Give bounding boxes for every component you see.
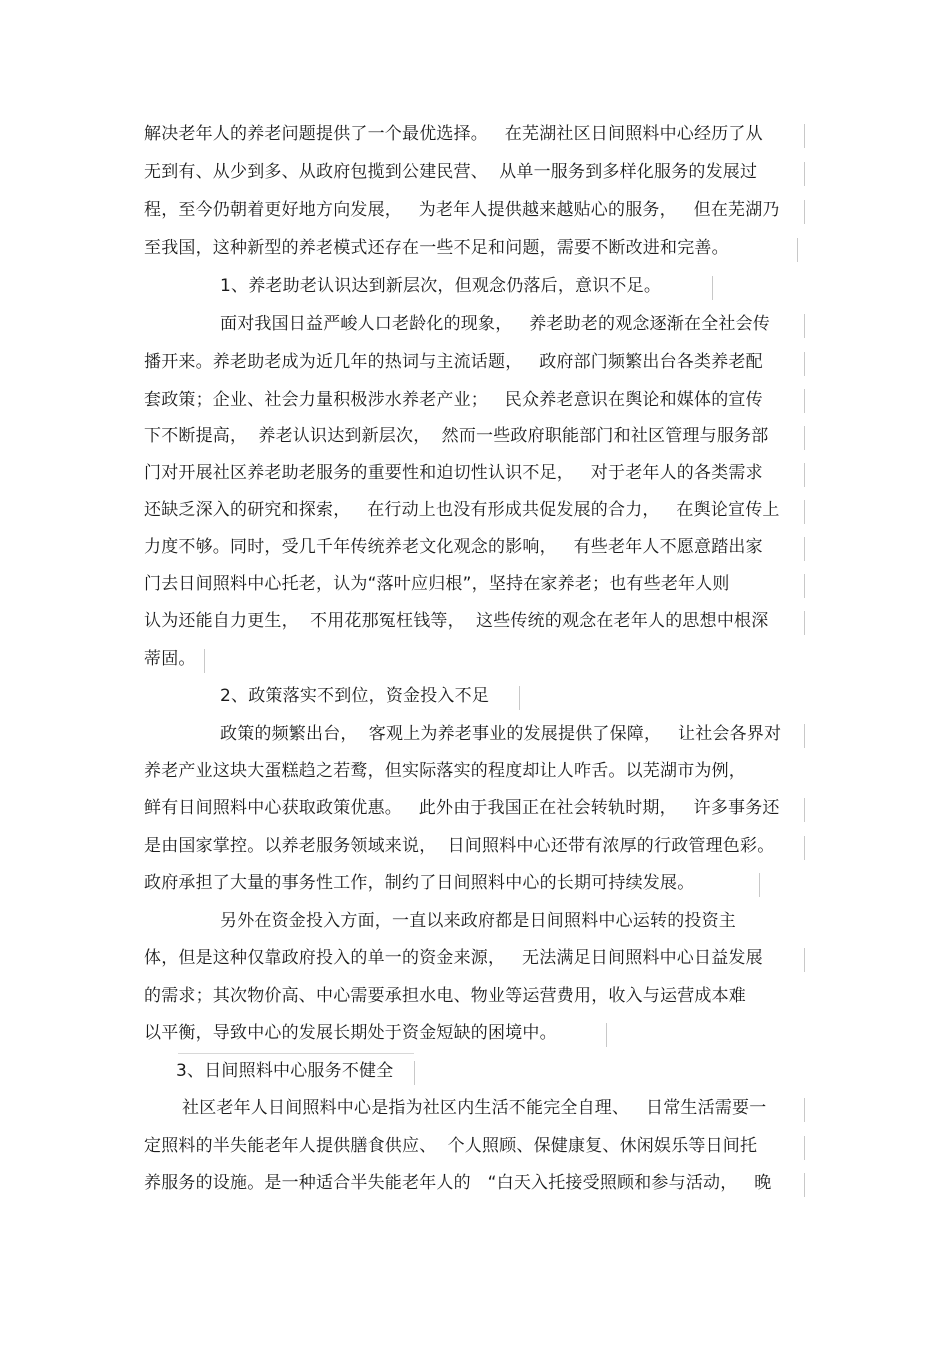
line-end-rule <box>804 574 805 598</box>
line-end-rule <box>804 389 805 413</box>
body-line: 的需求；其次物价高、中心需要承担水电、物业等运营费用，收入与运营成本难 <box>144 986 746 1006</box>
body-line: 力度不够。同时，受几千年传统养老文化观念的影响， 有些老年人不愿意踏出家 <box>144 537 763 557</box>
body-line: 是由国家掌控。以养老服务领域来说， 日间照料中心还带有浓厚的行政管理色彩。 <box>144 836 775 856</box>
line-end-rule <box>804 500 805 524</box>
body-line: 门去日间照料中心托老，认为“落叶应归根”，坚持在家养老；也有些老年人则 <box>144 574 730 594</box>
line-end-rule <box>804 948 805 972</box>
line-end-rule <box>804 724 805 748</box>
body-line: 体，但是这种仅靠政府投入的单一的资金来源， 无法满足日间照料中心日益发展 <box>144 948 763 968</box>
line-end-rule <box>414 1061 415 1085</box>
line-end-rule <box>804 352 805 376</box>
body-line: 养服务的设施。是一种适合半失能老年人的 “白天入托接受照顾和参与活动， 晚 <box>144 1173 772 1193</box>
body-line: 门对开展社区养老助老服务的重要性和迫切性认识不足， 对于老年人的各类需求 <box>144 463 763 483</box>
body-line: 解决老年人的养老问题提供了一个最优选择。 在芜湖社区日间照料中心经历了从 <box>144 124 763 144</box>
body-line: 播开来。养老助老成为近几年的热词与主流话题， 政府部门频繁出台各类养老配 <box>144 352 763 372</box>
line-end-rule <box>804 426 805 450</box>
line-end-rule <box>804 463 805 487</box>
body-line: 政策的频繁出台， 客观上为养老事业的发展提供了保障， 让社会各界对 <box>220 724 782 744</box>
body-line: 社区老年人日间照料中心是指为社区内生活不能完全自理、 日常生活需要一 <box>182 1098 767 1118</box>
line-end-rule <box>804 314 805 338</box>
body-line: 鲜有日间照料中心获取政策优惠。 此外由于我国正在社会转轨时期， 许多事务还 <box>144 798 780 818</box>
line-end-rule <box>804 1173 805 1197</box>
section-heading: 2、政策落实不到位，资金投入不足 <box>220 686 490 706</box>
body-line: 蒂固。 <box>144 649 196 669</box>
line-end-rule <box>804 798 805 822</box>
body-line: 认为还能自力更生， 不用花那冤枉钱等， 这些传统的观念在老年人的思想中根深 <box>144 611 769 631</box>
line-end-rule <box>804 162 805 186</box>
line-end-rule <box>804 1136 805 1160</box>
line-end-rule <box>712 276 713 300</box>
body-line: 政府承担了大量的事务性工作，制约了日间照料中心的长期可持续发展。 <box>144 873 695 893</box>
line-end-rule <box>804 537 805 561</box>
line-end-rule <box>804 836 805 860</box>
line-end-rule <box>804 200 805 224</box>
body-line: 套政策；企业、社会力量积极涉水养老产业； 民众养老意识在舆论和媒体的宣传 <box>144 390 763 410</box>
line-end-rule <box>804 1098 805 1122</box>
heading-underline-rule <box>178 1053 414 1054</box>
section-heading: 1、养老助老认识达到新层次，但观念仍落后，意识不足。 <box>220 276 662 296</box>
body-line: 养老产业这块大蛋糕趋之若鹜，但实际落实的程度却让人咋舌。以芜湖市为例， <box>144 761 746 781</box>
body-line: 面对我国日益严峻人口老龄化的现象， 养老助老的观念逐渐在全社会传 <box>220 314 771 334</box>
section-heading: 3、日间照料中心服务不健全 <box>176 1061 394 1081</box>
body-line: 以平衡，导致中心的发展长期处于资金短缺的困境中。 <box>144 1023 557 1043</box>
body-line: 无到有、从少到多、从政府包揽到公建民营、 从单一服务到多样化服务的发展过 <box>144 162 758 182</box>
body-line: 程，至今仍朝着更好地方向发展， 为老年人提供越来越贴心的服务， 但在芜湖乃 <box>144 200 780 220</box>
line-end-rule <box>804 611 805 635</box>
line-end-rule <box>797 238 798 262</box>
body-line: 还缺乏深入的研究和探索， 在行动上也没有形成共促发展的合力， 在舆论宣传上 <box>144 500 780 520</box>
body-line: 至我国，这种新型的养老模式还存在一些不足和问题，需要不断改进和完善。 <box>144 238 729 258</box>
body-line: 下不断提高， 养老认识达到新层次， 然而一些政府职能部门和社区管理与服务部 <box>144 426 769 446</box>
body-line: 定照料的半失能老年人提供膳食供应、 个人照顾、保健康复、休闲娱乐等日间托 <box>144 1136 758 1156</box>
line-end-rule <box>519 686 520 710</box>
line-end-rule <box>804 124 805 148</box>
line-end-rule <box>759 873 760 897</box>
line-end-rule <box>606 1023 607 1047</box>
line-end-rule <box>204 649 205 673</box>
body-line: 另外在资金投入方面，一直以来政府都是日间照料中心运转的投资主 <box>220 911 736 931</box>
